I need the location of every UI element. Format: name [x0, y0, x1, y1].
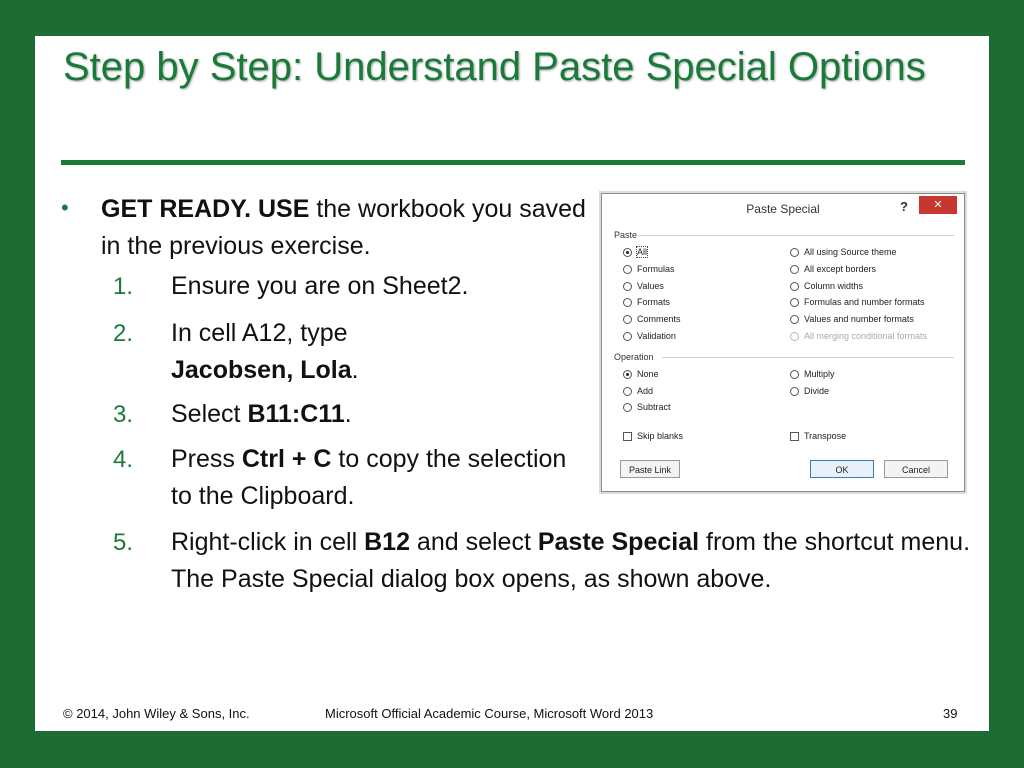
paste-option-label: Values and number formats: [804, 314, 914, 324]
radio-comments[interactable]: [623, 315, 632, 324]
paste-separator: [638, 235, 954, 236]
paste-link-button[interactable]: Paste Link: [620, 460, 680, 478]
step-4-text: [171, 441, 571, 515]
paste-option-except-borders[interactable]: [790, 264, 876, 274]
step-4-number: 4.: [113, 446, 134, 473]
operation-option-label: Multiply: [804, 369, 835, 379]
operation-option-label: Subtract: [637, 402, 671, 412]
operation-option-subtract[interactable]: [623, 402, 671, 412]
paste-option-comments[interactable]: [623, 314, 681, 324]
operation-option-label: Add: [637, 386, 654, 396]
paste-option-label: Column widths: [804, 281, 864, 291]
transpose-box[interactable]: [790, 432, 799, 441]
step-1-text: [171, 268, 571, 305]
radio-formulas[interactable]: [623, 265, 632, 274]
step-5-pre: Right-click in cell: [171, 528, 365, 556]
operation-option-label: None: [637, 369, 659, 379]
slide-title: Step by Step: Understand Paste Special Options: [63, 45, 926, 89]
step-4-bold: Ctrl + C: [241, 445, 332, 473]
slide: [35, 36, 989, 731]
step-5-number: 5.: [113, 529, 134, 556]
transpose-label: Transpose: [804, 431, 847, 441]
step-5-mid: and select: [409, 528, 538, 556]
paste-option-label: Comments: [637, 314, 681, 324]
paste-option-validation[interactable]: [623, 331, 676, 341]
page-number: 39: [943, 706, 958, 721]
radio-none[interactable]: [623, 370, 632, 379]
radio-add[interactable]: [623, 387, 632, 396]
help-icon[interactable]: ?: [900, 199, 908, 214]
step-2-number: 2.: [113, 320, 134, 347]
radio-formulas-number-formats[interactable]: [790, 298, 799, 307]
paste-option-source-theme[interactable]: [790, 247, 897, 257]
skip-blanks-checkbox[interactable]: [623, 431, 683, 441]
radio-except-borders[interactable]: [790, 265, 799, 274]
step-5-bold2: Paste Special: [537, 528, 700, 556]
footer-course: Microsoft Official Academic Course, Microsoft Word 2013: [325, 706, 654, 721]
operation-option-divide[interactable]: [790, 386, 829, 396]
step-5-text: [171, 524, 971, 598]
radio-subtract[interactable]: [623, 403, 632, 412]
paste-option-values[interactable]: [623, 281, 664, 291]
transpose-checkbox[interactable]: [790, 431, 846, 441]
cancel-button[interactable]: Cancel: [884, 460, 948, 478]
operation-separator: [662, 357, 954, 358]
step-2-bold: Jacobsen, Lola: [171, 356, 352, 384]
step-3-post: .: [344, 400, 352, 428]
close-icon[interactable]: ✕: [919, 196, 957, 214]
step-3-pre: Select: [171, 400, 248, 428]
dialog-title: Paste Special: [746, 202, 820, 216]
step-3-bold: B11:C11: [247, 400, 345, 428]
paste-option-label: All using Source theme: [804, 247, 897, 257]
radio-column-widths[interactable]: [790, 282, 799, 291]
operation-section-label: Operation: [614, 352, 654, 362]
step-2-pre: In cell A12, type: [171, 319, 348, 347]
paste-option-label: Values: [637, 281, 664, 291]
step-4-post: to copy the selection to the Clipboard.: [171, 445, 567, 510]
operation-option-add[interactable]: [623, 386, 653, 396]
footer-copyright: © 2014, John Wiley & Sons, Inc.: [63, 706, 250, 721]
radio-values-number-formats[interactable]: [790, 315, 799, 324]
dialog-titlebar: [602, 194, 964, 222]
step-4-pre: Press: [171, 445, 242, 473]
radio-source-theme[interactable]: [790, 248, 799, 257]
paste-option-formats[interactable]: [623, 297, 670, 307]
get-ready-bold: GET READY. USE: [101, 195, 310, 223]
radio-all[interactable]: [623, 248, 632, 257]
step-5-bold: B12: [364, 528, 410, 556]
paste-option-label: Formats: [637, 297, 671, 307]
paste-special-dialog: [601, 193, 965, 492]
radio-validation[interactable]: [623, 332, 632, 341]
paste-option-formulas-number-formats[interactable]: [790, 297, 925, 307]
ok-button[interactable]: OK: [810, 460, 874, 478]
radio-multiply[interactable]: [790, 370, 799, 379]
step-2-post: .: [351, 356, 359, 384]
paste-option-merging-conditional: [790, 331, 927, 341]
paste-option-label: All: [637, 247, 648, 257]
paste-option-label: Formulas and number formats: [804, 297, 925, 307]
step-1-number: 1.: [113, 273, 134, 300]
paste-option-label: Validation: [637, 331, 676, 341]
paste-option-column-widths[interactable]: [790, 281, 863, 291]
operation-option-label: Divide: [804, 386, 830, 396]
operation-option-none[interactable]: [623, 369, 659, 379]
operation-option-multiply[interactable]: [790, 369, 835, 379]
bullet-icon: •: [61, 195, 69, 220]
paste-option-all[interactable]: [623, 247, 647, 257]
radio-formats[interactable]: [623, 298, 632, 307]
paste-option-label: All merging conditional formats: [804, 331, 928, 341]
get-ready-text: [101, 191, 601, 265]
paste-option-formulas[interactable]: [623, 264, 675, 274]
radio-merging-conditional: [790, 332, 799, 341]
paste-option-label: All except borders: [804, 264, 877, 274]
step-3-text: [171, 396, 571, 433]
step-3-number: 3.: [113, 401, 134, 428]
paste-section-label: Paste: [614, 230, 638, 240]
paste-option-label: Formulas: [637, 264, 675, 274]
title-rule: [61, 160, 965, 165]
get-ready-rest: the workbook you saved in the previous exercise.: [101, 195, 586, 260]
skip-blanks-label: Skip blanks: [637, 431, 684, 441]
paste-option-values-number-formats[interactable]: [790, 314, 914, 324]
radio-divide[interactable]: [790, 387, 799, 396]
step-1-pre: Ensure you are on Sheet2.: [171, 272, 469, 300]
radio-values[interactable]: [623, 282, 632, 291]
step-5-post: from the shortcut menu. The Paste Special dialog box opens, as shown above.: [171, 528, 971, 593]
step-2-text: [171, 315, 421, 389]
skip-blanks-box[interactable]: [623, 432, 632, 441]
